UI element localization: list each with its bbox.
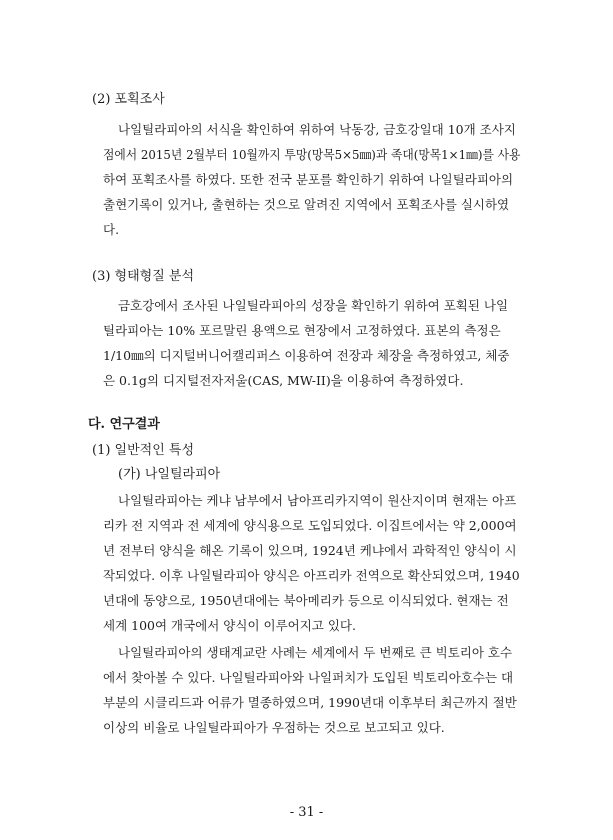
paragraph-line: 나일틸라피아의 서식을 확인하여 위하여 낙동강, 금호강일대 10개 조사지 [118,122,516,137]
section-heading-results: 다. 연구결과 [88,417,160,432]
paragraph-line: 세계 100여 개국에서 양식이 이루어지고 있다. [103,618,356,633]
paragraph-line: 에서 찾아볼 수 있다. 나일틸라피아와 나일퍼치가 도입된 빅토리아호수는 대 [103,670,514,685]
paragraph-line: 이상의 비율로 나일틸라피아가 우점하는 것으로 보고되고 있다. [103,720,445,735]
paragraph-line: 나일틸라피아는 케냐 남부에서 남아프리카지역이 원산지이며 현재는 아프 [118,493,517,508]
paragraph-line: 금호강에서 조사된 나일틸라피아의 성장을 확인하기 위하여 포획된 나일 [118,298,509,313]
paragraph-line: 틸라피아는 10% 포르말린 용액으로 현장에서 고정하였다. 표본의 측정은 [103,323,501,338]
paragraph-line: 년 전부터 양식을 해온 기록이 있으며, 1924년 케냐에서 과학적인 양식이 시 [103,543,517,558]
paragraph-line: 하여 포획조사를 하였다. 또한 전국 분포를 확인하기 위하여 나일틸라피아의 [103,172,514,187]
paragraph-line: 년대에 동양으로, 1950년대에는 북아메리카 등으로 이식되었다. 현재는 전 [103,593,509,608]
paragraph-line: 출현기록이 있거나, 출현하는 것으로 알려진 지역에서 포획조사를 실시하였 [103,197,510,212]
paragraph-line: 작되었다. 이후 나일틸라피아 양식은 아프리카 전역으로 확산되었으며, 1940 [103,568,520,583]
paragraph-line: 은 0.1g의 디지털전자저울(CAS, MW-II)을 이용하여 측정하였다. [103,373,464,388]
paragraph-line: 점에서 2015년 2월부터 10월까지 투망(망목5×5㎜)과 족대(망목1×1㎜)를 사용 [103,147,521,162]
subsubsection-heading-nile-tilapia: (가) 나일틸라피아 [118,467,221,482]
section-heading-morphology: (3) 형태형질 분석 [92,269,195,284]
paragraph-line: 리카 전 지역과 전 세계에 양식용으로 도입되었다. 이집트에서는 약 2,000여 [103,518,517,533]
page-number: - 31 - [289,805,324,820]
paragraph-line: 나일틸라피아의 생태계교란 사례는 세계에서 두 번째로 큰 빅토리아 호수 [118,645,513,660]
paragraph-line: 다. [103,222,120,237]
subsection-heading-general: (1) 일반적인 특성 [92,443,195,458]
paragraph-line: 1/10㎜의 디지털버니어캘리퍼스 이용하여 전장과 체장을 측정하였고, 체중 [103,348,510,363]
section-heading-survey: (2) 포획조사 [92,92,165,107]
paragraph-line: 부분의 시클리드과 어류가 멸종하였으며, 1990년대 이후부터 최근까지 절반 [103,695,517,710]
